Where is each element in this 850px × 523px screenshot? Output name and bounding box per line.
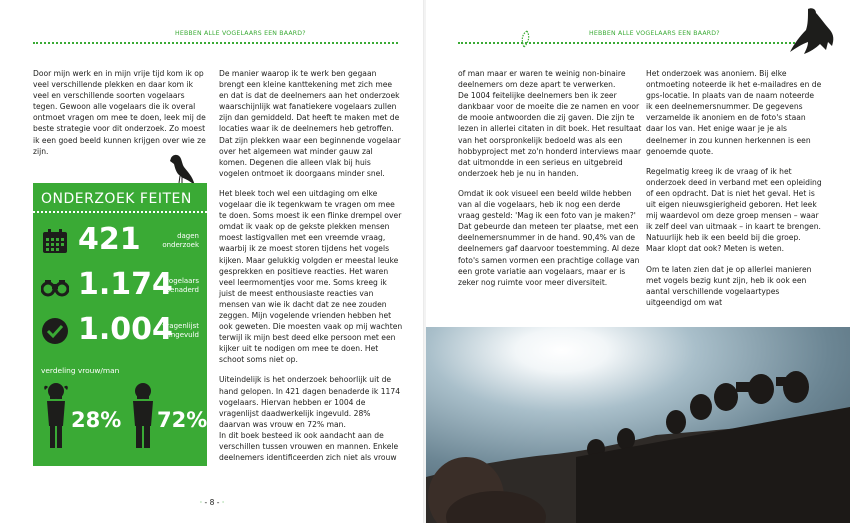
stat-number: 1.004 (78, 312, 173, 347)
stat-number: 1.174 (78, 267, 173, 302)
male-percentage: 72% (157, 408, 208, 432)
feather-icon (519, 30, 531, 48)
text-column (646, 68, 822, 317)
calendar-icon (41, 227, 69, 255)
page-number-value: 8 (209, 498, 215, 507)
paragraph: Door mijn werk en in mijn vrije tijd kom ik op veel verschillende plekken en daar kom ik veel en verschillende soorten vogelaars tegen. Gewoon alle vogelaars die ik overal ontmoet vragen om mee te doen, leek mij de beste strategie voor dit onderzoek. Zo moest ik een goed beeld kunnen krijgen over wie ze zijn. (33, 69, 206, 156)
female-percentage: 28% (71, 408, 122, 432)
stat-approached (33, 266, 207, 306)
paragraph: De manier waarop ik te werk ben gegaan brengt een kleine kanttekening met zich mee en dat is dat de deelnemers aan het onderzoek waarschijnlijk wat fanatiekere vogelaars zullen zijn dan gemiddeld. Dat heeft te maken met de locaties waar ik de deelnemers heb getroffen. Dat zijn plekken waar een beginnende vogelaar over het algemeen wat minder gauw zal komen. Degenen die alleen vlak bij huis vogelen ontmoet ik doorgaans minder snel. (219, 69, 401, 178)
left-page (0, 0, 424, 523)
stat-completed (33, 311, 207, 351)
text-column (458, 68, 643, 297)
stat-days (33, 221, 207, 261)
paragraph: Uiteindelijk is het onderzoek behoorlijk uit de hand gelopen. In 421 dagen benaderde ik 1174 vogelaars. Hiervan hebben er 1004 de vragenlijst daadwerkelijk ingevuld. 28% daarvan was vrouw en 72% man. In dit boek besteed ik ook aandacht aan de verschillen tussen vrouwen en mannen. Enkele deelnemers identificeerden zich niet als vrouw (219, 375, 401, 463)
paragraph: Om te laten zien dat je op allerlei manieren met vogels bezig kunt zijn, heb ik ook een aantal verschillende vogelaartypes uitgeendigd om wat (646, 264, 812, 307)
paragraph: Omdat ik ook visueel een beeld wilde hebben van al die vogelaars, heb ik nog een derde vraag gesteld: 'Mag ik een foto van je maken?' Dat gebeurde dan meteen ter plaatse, met een deelnemersnummer in de hand. 90,4% van de deelnemers gaf daarvoor toestemming. Al deze foto's samen vormen een prachtige collage van een grote variatie aan vogelaars, maar er is zeker nog ruimte voor meer diversiteit. (458, 188, 640, 287)
facts-title: ONDERZOEK FEITEN (41, 191, 192, 207)
text-column (219, 68, 403, 472)
header-title: HEBBEN ALLE VOGELAARS EEN BAARD? (175, 30, 306, 37)
stat-label: dagen onderzoek (162, 232, 199, 249)
header-divider (33, 42, 398, 44)
male-figure-icon (128, 381, 158, 451)
facts-divider (33, 211, 207, 213)
paragraph: of man maar er waren te weinig non-binaire deelnemers om deze apart te verwerken. De 1004 feitelijke deelnemers ben ik zeer dankbaar voor de moeite die ze namen en voor de mooie antwoorden die zij gaven. Die zijn te lezen in allerlei citaten in dit boek. Het resultaat van het oorspronkelijk bedoeld was als een hobbyproject met zo'n honderd interviews maar dat uitmondde in een serieus en uitgebreid onderzoek heb je nu in handen. (458, 69, 642, 178)
gender-distribution-label: verdeling vrouw/man (41, 366, 120, 375)
header-divider (458, 42, 798, 44)
right-page (426, 0, 850, 523)
birdwatchers-silhouette-photo (426, 327, 850, 523)
female-figure-icon (41, 381, 71, 451)
checkmark-icon (41, 317, 69, 345)
stat-label: vragenlijst ingevuld (162, 322, 199, 339)
paragraph: Het bleek toch wel een uitdaging om elke vogelaar die ik tegenkwam te vragen om mee te doen. Soms moest ik een flinke drempel over omdat ik vaak op de gekste plekken mensen moest lastigvallen met een vreemde vraag, waarbij ik ze moest storen tijdens het vogels kijken. Maar gelukkig volgden er meestal leuke gesprekken en positieve reacties. Het waren veel leermomentjes voor me. Soms kreeg ik juist de meest enthousiaste reacties van mensen van wie ik dacht dat ze nee zouden zeggen. Mijn vogelende vrienden hebben het ook geweten. Die moesten vaak op mij wachten terwijl ik mijn best deed elke persoon met een kijker uit te nodigen om mee te doen. Het schoot soms niet op. (219, 188, 403, 365)
page-number: · - 8 - · (199, 498, 225, 507)
stat-number: 421 (78, 222, 141, 257)
paragraph: Regelmatig kreeg ik de vraag of ik het onderzoek deed in verband met een opleiding of een opdracht. Dat is niet het geval. Het is uit eigen nieuwsgierigheid geboren. Het leek mij waardevol om deze groep mensen – waar ik zelf deel van uitmaak – in kaart te brengen. Natuurlijk heb ik een beeld bij die groep. Maar klopt dat ook? Meten is weten. (646, 166, 822, 254)
stat-label: vogelaars benaderd (164, 277, 199, 294)
header-title: HEBBEN ALLE VOGELAARS EEN BAARD? (589, 30, 720, 37)
binoculars-icon (41, 272, 69, 300)
research-facts-box (33, 183, 207, 466)
bird-of-prey-icon (786, 6, 836, 56)
paragraph: Het onderzoek was anoniem. Bij elke ontmoeting noteerde ik het e-mailadres en de gps-locatie. In plaats van de naam noteerde ik een deelnemersnummer. De gegevens verzamelde ik anoniem en de foto's staan daar los van. Het enige waar je je als deelnemer in zou kunnen herkennen is een genoemde quote. (646, 69, 822, 156)
